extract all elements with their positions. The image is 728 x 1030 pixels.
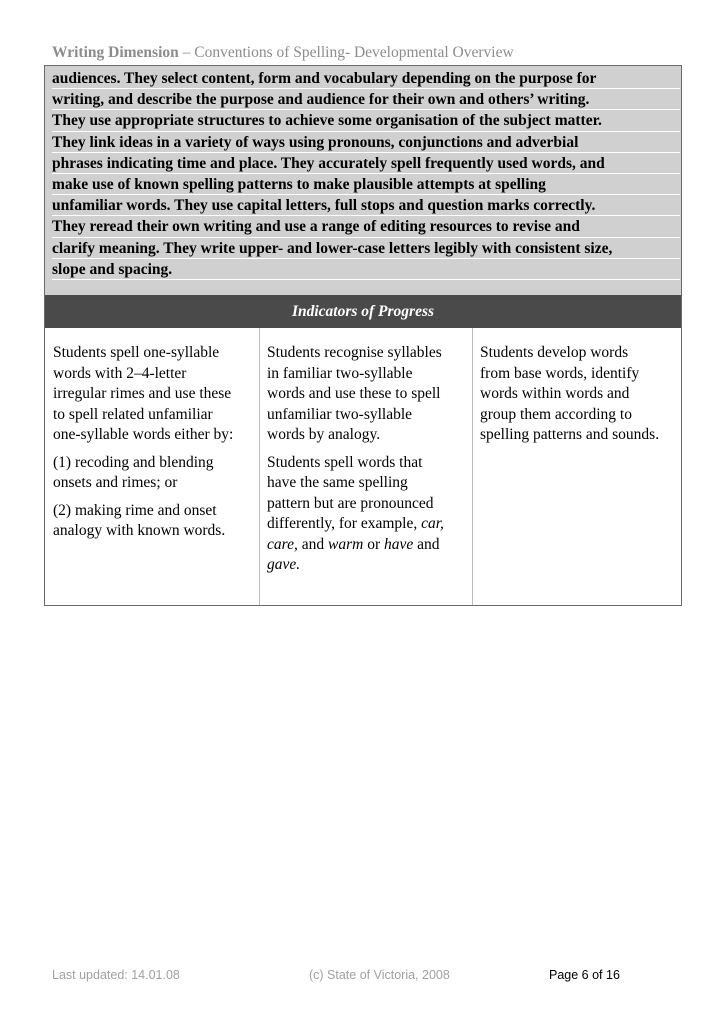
indicator-paragraph: [53, 343, 259, 446]
text-line: (1) recoding and blending: [53, 453, 214, 471]
text-line: words within words and: [480, 385, 630, 402]
standard-line: They use appropriate structures to achieve some organisation of the subject matter.: [52, 110, 680, 131]
text-line: analogy with known words.: [53, 522, 226, 539]
footer-last-updated: Last updated: 14.01.08: [52, 968, 180, 982]
standard-line: They link ideas in a variety of ways using pronouns, conjunctions and adverbial: [52, 132, 680, 153]
indicator-paragraph: [267, 343, 472, 446]
indicators-heading: Indicators of Progress: [45, 295, 681, 328]
example-word: warm: [327, 535, 364, 553]
text-line: words by analogy.: [267, 426, 381, 443]
footer-copyright: (c) State of Victoria, 2008: [309, 968, 450, 982]
text-line: (2) making rime and onset: [53, 501, 217, 519]
text-run: differently, for example,: [267, 515, 422, 532]
text-line: have the same spelling: [267, 474, 408, 491]
standard-line: slope and spacing.: [52, 259, 680, 280]
text-line: irregular rimes and use these: [53, 385, 232, 402]
text-line: Students spell words that: [267, 453, 423, 471]
text-line: [267, 555, 472, 576]
standard-line: They reread their own writing and use a range of editing resources to revise and: [52, 216, 680, 237]
example-word: car,: [421, 515, 444, 532]
indicator-paragraph: [53, 501, 259, 542]
indicator-column-2: [259, 328, 472, 605]
page-header: [52, 44, 514, 62]
indicator-paragraph: [267, 453, 472, 576]
text-line: words with 2–4-letter: [53, 364, 187, 382]
example-word: have: [383, 535, 414, 553]
text-line: words and use these to spell: [267, 385, 441, 402]
example-word: care,: [267, 535, 298, 553]
text-line: [267, 535, 472, 556]
standard-line: writing, and describe the purpose and audience for their own and others’ writing.: [52, 89, 680, 110]
standard-line: audiences. They select content, form and vocabulary depending on the purpose for: [52, 68, 680, 89]
text-run: or: [363, 535, 384, 553]
indicator-column-3: [472, 328, 681, 605]
text-line: Students recognise syllables: [267, 344, 442, 361]
text-run: and: [297, 535, 328, 553]
standard-line: clarify meaning. They write upper- and lower-case letters legibly with consistent size,: [52, 238, 680, 259]
text-line: from base words, identify: [480, 364, 640, 382]
header-dimension: Writing Dimension: [52, 44, 179, 61]
text-line: Students spell one-syllable: [53, 344, 220, 361]
text-line: pattern but are pronounced: [267, 494, 434, 512]
indicator-column-1: [45, 328, 259, 605]
standard-description: [45, 66, 681, 295]
standard-line: phrases indicating time and place. They accurately spell frequently used words, and: [52, 153, 680, 174]
text-line: to spell related unfamiliar: [53, 405, 213, 423]
text-line: unfamiliar two-syllable: [267, 405, 413, 423]
text-run: and: [413, 535, 440, 553]
example-word: gave.: [267, 556, 301, 573]
text-line: Students develop words: [480, 344, 629, 361]
footer-page-number: Page 6 of 16: [549, 968, 620, 982]
standard-line: unfamiliar words. They use capital letters, full stops and question marks correctly.: [52, 195, 680, 216]
text-line: one-syllable words either by:: [53, 426, 234, 443]
standard-line: make use of known spelling patterns to make plausible attempts at spelling: [52, 174, 680, 195]
overview-table: [44, 65, 682, 606]
indicator-paragraph: [480, 343, 681, 446]
text-line: onsets and rimes; or: [53, 474, 178, 491]
indicator-paragraph: [53, 453, 259, 494]
header-subtitle: – Conventions of Spelling- Developmental Overview: [178, 44, 514, 61]
text-line: [267, 514, 472, 535]
text-line: group them according to: [480, 405, 632, 423]
text-line: in familiar two-syllable: [267, 364, 413, 382]
standard-text: [52, 68, 680, 280]
text-line: spelling patterns and sounds.: [480, 426, 660, 443]
